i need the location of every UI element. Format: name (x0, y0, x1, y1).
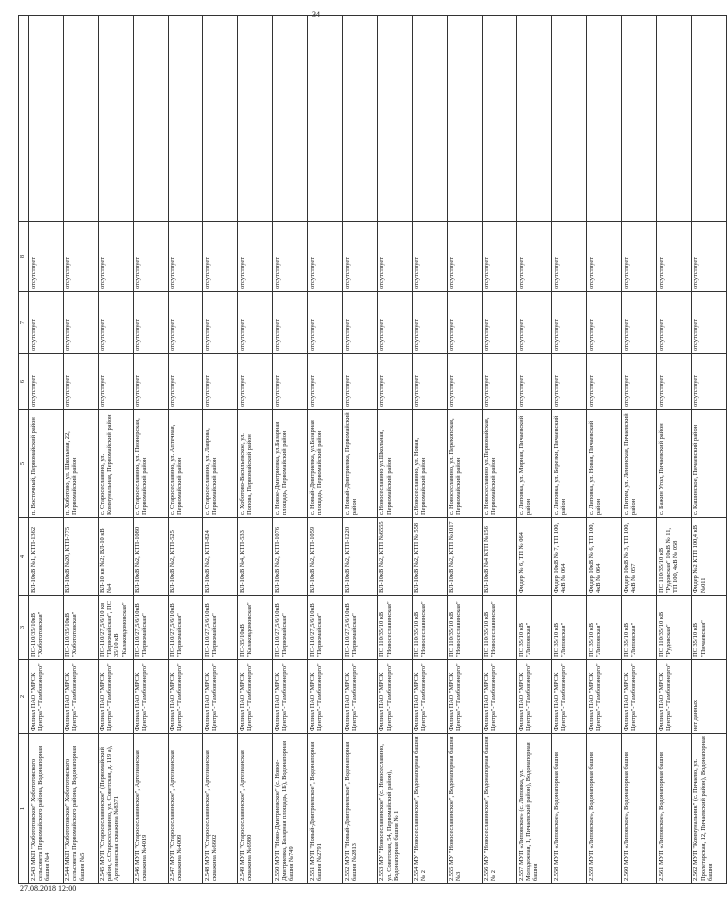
table-cell: отсутствует (552, 354, 587, 410)
table-cell: ВЛ-10кВ №4, КТП-533 (238, 518, 273, 596)
table-cell: Филиал ПАО "МРСК Центра"-"Тамбовэнерго" (308, 660, 343, 734)
table-cell: ПС 35/10 кВ "Пичаевская" (691, 596, 726, 660)
table-cell: ВЛ-10кВ №2, КТП-1059 (308, 518, 343, 596)
table-cell: ПС 110/35/10 кВ "Рудовская" (657, 596, 692, 660)
table-cell: 2.547 МУП "Старосеславинское", Артезианская скважина №4009 (168, 734, 203, 884)
table-cell (203, 16, 238, 222)
table-cell: 2.558 МУП «Липовское», Водонапорная башня (552, 734, 587, 884)
table-cell: ПС 35/10 кВ "Липовская" (517, 596, 552, 660)
table-cell: 2.550 МУП "Ново-Дмитриевское" (с. Новое-Дмитриевка, Базарная площадь, 1Б), Водонапорная башня №749 (273, 734, 308, 884)
table-cell: ВЛ-10кВ №2, КТП № 558 (412, 518, 447, 596)
table-row (308, 16, 343, 884)
table-cell: отсутствует (98, 292, 133, 354)
table-cell: ПС-110/27,5/6/10кВ "Первомайская" (308, 596, 343, 660)
table-cell (343, 16, 378, 222)
table-cell: 2.561 МУП «Липовское», Водонапорная башня (657, 734, 692, 884)
table-cell: ПС-110/27,5/6/10кВ "Первомайская" (168, 596, 203, 660)
table-cell: ПС 110/35/10 кВ "Новосеславинская" (482, 596, 517, 660)
table-cell: 2.554 МУ "Новосеславинское", Водонапорная башня № 2 (412, 734, 447, 884)
table-cell: отсутствует (98, 354, 133, 410)
column-header (19, 16, 29, 222)
table-cell: Филиал ПАО "МРСК Центра"-"Тамбовэнерго" (552, 660, 587, 734)
column-header: 5 (19, 410, 29, 518)
table-cell: отсутствует (343, 292, 378, 354)
table-cell: 2.551 МУП "Новый-Дмитриевское", Водонапорная башня №2791 (308, 734, 343, 884)
table-cell: Филиал ПАО "МРСК Центра"-"Тамбовэнерго" (343, 660, 378, 734)
table-cell: отсутствует (482, 292, 517, 354)
table-cell (412, 16, 447, 222)
table-cell: Филиал ПАО "МРСК Центра"-"Тамбовэнерго" (657, 660, 692, 734)
table-cell: отсутствует (482, 222, 517, 292)
table-cell (238, 16, 273, 222)
table-cell: Филиал ПАО "МРСК Центра"-"Тамбовэнерго" (377, 660, 412, 734)
table-cell: с. Старосеславино, ул. Пионерская, Первомайский район (133, 410, 168, 518)
table-cell (622, 16, 657, 222)
table-cell: 2.555 МУ "Новосеславинское", Водонапорная башня №3 (447, 734, 482, 884)
table-cell: с.Новосеславино ул.Школьная, Первомайский район (377, 410, 412, 518)
table-cell (482, 16, 517, 222)
table-cell: 2.553 МУ "Новосеславинское" (с. Новосеславино, ул. Советская, 54, Первомайский район), Водонапорная башня № 1 (377, 734, 412, 884)
table-cell: 2.549 МУП "Старосеславинское", Артезианская скважина №6980 (238, 734, 273, 884)
table-cell: отсутствует (29, 222, 64, 292)
table-cell: Филиал ПАО "МРСК Центра"-"Тамбовэнерго" (133, 660, 168, 734)
table-cell (98, 16, 133, 222)
table-body (29, 16, 727, 884)
table-cell (552, 16, 587, 222)
table-row (203, 16, 238, 884)
table-cell: отсутствует (63, 222, 98, 292)
table-cell: отсутствует (377, 292, 412, 354)
table-cell: ПС-110/35/10кВ "Хобототовская" (63, 596, 98, 660)
table-cell: ПС 110/35/10 кВ "Новосеславинская" (412, 596, 447, 660)
table-cell: отсутствует (447, 354, 482, 410)
page-number: 34 (312, 10, 320, 19)
column-header: 1 (19, 734, 29, 884)
table-row (63, 16, 98, 884)
table-cell: 2.545 МУП "Старосеславинское" (Первомайский район, с.Старосеславино, ул. Советская, д. 119 а), Артезианская скважина №8371 (98, 734, 133, 884)
table-row (412, 16, 447, 884)
table-cell: Филиал ПАО "МРСК Центра"-"Тамбовэнерго" (517, 660, 552, 734)
table-cell: отсутствует (343, 354, 378, 410)
table-cell: отсутствует (238, 354, 273, 410)
table-cell: Фидер 10кВ № 7, ТП 100, 4кВ № 064 (552, 518, 587, 596)
table-cell: ПС-110/27,5/6/10кВ "Первомайская" (203, 596, 238, 660)
table-cell: ВЛ-10кВ №20, КТП-775 (63, 518, 98, 596)
table-cell: отсутствует (63, 354, 98, 410)
table-cell: отсутствует (273, 292, 308, 354)
table-cell: с. Кашинское, Пичаевский район (691, 410, 726, 518)
table-cell: отсутствует (203, 354, 238, 410)
table-cell: Филиал ПАО "МРСК Центра"-"Тамбовэнерго" (168, 660, 203, 734)
table-cell: отсутствует (517, 354, 552, 410)
table-cell: Филиал ПАО "МРСК Центра"-"Тамбовэнерго" (587, 660, 622, 734)
table-row (622, 16, 657, 884)
table-cell: отсутствует (552, 222, 587, 292)
table-cell (168, 16, 203, 222)
substation-table (18, 15, 727, 884)
table-cell: отсутствует (691, 354, 726, 410)
table-cell: Филиал ПАО "МРСК Центра"-"Тамбовэнерго" (63, 660, 98, 734)
table-cell (517, 16, 552, 222)
table-cell: отсутствует (168, 222, 203, 292)
table-row (552, 16, 587, 884)
table-cell: отсутствует (691, 292, 726, 354)
table-cell: отсутствует (412, 292, 447, 354)
table-cell: отсутствует (308, 222, 343, 292)
table-cell: отсутствует (98, 222, 133, 292)
table-cell: ПС-35/10кВ "Казаковдомовская" (238, 596, 273, 660)
table-row (273, 16, 308, 884)
table-cell: с. Хоботово-Васильевское, ул. Попова, Первомайский район (238, 410, 273, 518)
table-cell: ВЛ-10кВ №2, КТП №1017 (447, 518, 482, 596)
table-cell: отсутствует (377, 222, 412, 292)
table-cell: ВЛ-10кВ №1, КТП-1362 (29, 518, 64, 596)
table-cell: отсутствует (273, 354, 308, 410)
table-cell: отсутствует (517, 292, 552, 354)
table-cell: отсутствует (412, 354, 447, 410)
table-cell: отсутствует (133, 222, 168, 292)
table-cell: с. Питим, ул. Ленинская, Пичаевский район (622, 410, 657, 518)
table-cell: Фидер №2 КТП 100,4 кВ №011 (691, 518, 726, 596)
table-row (587, 16, 622, 884)
table-cell: ПС 35/10 кВ "Липовская" (552, 596, 587, 660)
table-cell: отсутствует (29, 354, 64, 410)
table-cell: ПС-110/27,5/6/10 кв "Первомайская", ПС 35/10 кВ "Казаковдомовская" (98, 596, 133, 660)
table-cell: Фидер 10кВ № 6, ТП 100, 4кВ № 064 (587, 518, 622, 596)
table-cell: с. Новосеславино ул.Первомайская, Первомайский район (482, 410, 517, 518)
table-cell: Фидер № 6, ТП № 064 (517, 518, 552, 596)
table-cell: отсутствует (482, 354, 517, 410)
column-header: 2 (19, 660, 29, 734)
footer-timestamp: 27.08.2018 12:00 (20, 884, 77, 893)
table-cell: отсутствует (343, 222, 378, 292)
table-cell (587, 16, 622, 222)
table-cell: ВЛ-10кВ №2, КТП-525 (168, 518, 203, 596)
table-cell (657, 16, 692, 222)
table-cell: отсутствует (308, 292, 343, 354)
table-cell: Филиал ПАО "МРСК Центра"-"Тамбовэнерго" (622, 660, 657, 734)
table-cell: ПС-110/27,5/6/10кВ "Первомайская" (273, 596, 308, 660)
table-row (238, 16, 273, 884)
table-cell: нет данных (691, 660, 726, 734)
table-cell: отсутствует (203, 222, 238, 292)
table-cell: отсутствует (238, 222, 273, 292)
table-cell: отсутствует (29, 292, 64, 354)
table-cell: с.Новосеславино, ул. Новая, Первомайский район (412, 410, 447, 518)
table-cell: ПС-110/27,5/6/10кВ "Первомайская" (133, 596, 168, 660)
table-cell: отсутствует (238, 292, 273, 354)
table-cell: ВЛ-10кВ №2, КТП-824 (203, 518, 238, 596)
table-cell: отсутствует (203, 292, 238, 354)
table-cell: 2.546 МУП "Старосеславинское", Артезианская скважина №4019 (133, 734, 168, 884)
table-cell: с. Липовка, ул. Березки, Пичаевский район (552, 410, 587, 518)
table-cell (29, 16, 64, 222)
table-cell: отсутствует (133, 354, 168, 410)
table-cell: 2.557 МУП «Липовское» (с. Липовка, ул. Молодежная, 1, Пичаевский район), Водонапорная башня (517, 734, 552, 884)
table-cell: с. Новый-Дмитриевка, ул.Базарная площадь, Первомайский район (308, 410, 343, 518)
table-cell: 2.544 МКП "Хобототовское" Хобототовского сельсовета Первомайского района, Водонапорная башня №5 (63, 734, 98, 884)
table-cell: Филиал ПАО "МРСК Центра"-"Тамбовэнерго" (482, 660, 517, 734)
table-cell: 2.556 МУ "Новосеславинское", Водонапорная башня № 2 (482, 734, 517, 884)
table-cell: отсутствует (168, 292, 203, 354)
table-cell: ПС 110/35/10 кВ "Новосеславинская" (447, 596, 482, 660)
table-cell: отсутствует (447, 222, 482, 292)
table-cell: 2.548 МУП "Старосеславинское", Артезианская скважина №6602 (203, 734, 238, 884)
table-cell (691, 16, 726, 222)
table-cell: Филиал ПАО "МРСК Центра"-"Тамбовэнерго" (412, 660, 447, 734)
table-cell: с. Старосеславино, ул. Коммунальная, Первомайский район (98, 410, 133, 518)
table-row (168, 16, 203, 884)
table-cell (447, 16, 482, 222)
table-cell (63, 16, 98, 222)
table-cell (133, 16, 168, 222)
table-cell: ВЛ-10кВ №2, КТП №6555 (377, 518, 412, 596)
table-cell: отсутствует (273, 222, 308, 292)
table-cell: отсутствует (622, 292, 657, 354)
table-cell: отсутствует (412, 222, 447, 292)
table-cell: с. Липовка, ул. Мирная, Пичаевский район (517, 410, 552, 518)
table-row (377, 16, 412, 884)
table-cell: отсутствует (168, 354, 203, 410)
table-cell: с. Старосеславино, ул. Лаврова, Первомайский район (203, 410, 238, 518)
table-cell: 2.562 МУП "Коммунальник" (с. Пичаево, ул. Пролетарская, 12, Пичаевский район), Водонапорная башня (691, 734, 726, 884)
table-cell: отсутствует (517, 222, 552, 292)
table-cell: отсутствует (691, 222, 726, 292)
table-cell: отсутствует (622, 222, 657, 292)
table-cell: отсутствует (657, 354, 692, 410)
table-cell: Фидер 10кВ № 3, ТП 100, 4кВ № 057 (622, 518, 657, 596)
table-cell (308, 16, 343, 222)
table-row (133, 16, 168, 884)
table-row (98, 16, 133, 884)
column-header: 7 (19, 292, 29, 354)
table-cell: ПС-110/27,5/6/10кВ "Первомайская" (343, 596, 378, 660)
table-cell: отсутствует (377, 354, 412, 410)
table-cell: ПС 35/10 кВ "Липовская" (622, 596, 657, 660)
table-cell: Филиал ПАО "МРСК Центра"-"Тамбовэнерго" (273, 660, 308, 734)
table-cell: ВЛ-10кВ №2, КТП-1220 (343, 518, 378, 596)
table-cell: с. Бажин Угол, Пичаевский район (657, 410, 692, 518)
table-row (691, 16, 726, 884)
column-header: 3 (19, 596, 29, 660)
table-row (482, 16, 517, 884)
table-cell: ПС 35/10 кВ "Липовская" (587, 596, 622, 660)
table-cell: п. Хоботово, ул. Школьная, 22, Первомайский район (63, 410, 98, 518)
table-cell: Филиал ПАО "МРСК Центра"-"Тамбовэнерго" (203, 660, 238, 734)
table-cell: отсутствует (552, 292, 587, 354)
table-cell: Филиал ПАО "МРСК Центра"-"Тамбовэнерго" (29, 660, 64, 734)
table-row (29, 16, 64, 884)
rotated-page (18, 16, 714, 884)
column-header: 8 (19, 222, 29, 292)
table-header-row (19, 16, 29, 884)
table-cell: ПС-110/35/10кВ "Хобототовская" (29, 596, 64, 660)
table-cell: отсутствует (587, 222, 622, 292)
table-cell: 2.559 МУП «Липовское», Водонапорная башня (587, 734, 622, 884)
table-row (343, 16, 378, 884)
table-cell: ПС 110/35/10 кВ "Новосеславинская" (377, 596, 412, 660)
column-header: 6 (19, 354, 29, 410)
table-cell: ВЛ-10 кв №2; ВЛ-10 кВ №4 (98, 518, 133, 596)
table-cell: п. Восточный, Первомайский район (29, 410, 64, 518)
table-row (517, 16, 552, 884)
table-row (657, 16, 692, 884)
table-cell: ПС 110/35/10 кВ "Рудовская" 10кВ № 11, ТП 100, 4кВ № 058 (657, 518, 692, 596)
table-cell: с. Липовка, ул. Новая, Пичаевский район (587, 410, 622, 518)
table-cell: отсутствует (587, 292, 622, 354)
table-cell: 2.543 МКП "Хобототовское" Хобототовского сельсовета Первомайского района, Водонапорная башня №4 (29, 734, 64, 884)
table-cell: с. Новый-Дмитриевка, Первомайский район (343, 410, 378, 518)
table-cell: отсутствует (657, 222, 692, 292)
table-cell: с. Новосеславино, ул. Перекопская, Первомайский район (447, 410, 482, 518)
table-cell: Филиал ПАО "МРСК Центра"-"Тамбовэнерго" (98, 660, 133, 734)
table-cell: ВЛ-10кВ №4 КТП №156 (482, 518, 517, 596)
table-cell: 2.560 МУП «Липовское», Водонапорная башня (622, 734, 657, 884)
table-cell: с. Старосеславино, ул. Аптечная, Первомайский район (168, 410, 203, 518)
table-cell: Филиал ПАО "МРСК Центра"-"Тамбовэнерго" (447, 660, 482, 734)
table-cell: ВЛ-10кВ №2, КТП-1076 (273, 518, 308, 596)
table-cell: отсутствует (622, 354, 657, 410)
table-cell: отсутствует (308, 354, 343, 410)
table-cell: 2.552 МУП "Новый-Дмитриевское", Водонапорная башня №2813 (343, 734, 378, 884)
table-row (447, 16, 482, 884)
table-cell: ВЛ-10кВ №2, КТП-1080 (133, 518, 168, 596)
table-cell: с. Новое-Дмитриевка, ул.Базарная площадь, Первомайский район (273, 410, 308, 518)
table-cell: отсутствует (657, 292, 692, 354)
table-cell (377, 16, 412, 222)
table-cell: отсутствует (133, 292, 168, 354)
table-cell: отсутствует (587, 354, 622, 410)
table-cell: Филиал ПАО "МРСК Центра"-"Тамбовэнерго" (238, 660, 273, 734)
column-header: 4 (19, 518, 29, 596)
table-cell (273, 16, 308, 222)
table-cell: отсутствует (447, 292, 482, 354)
table-cell: отсутствует (63, 292, 98, 354)
